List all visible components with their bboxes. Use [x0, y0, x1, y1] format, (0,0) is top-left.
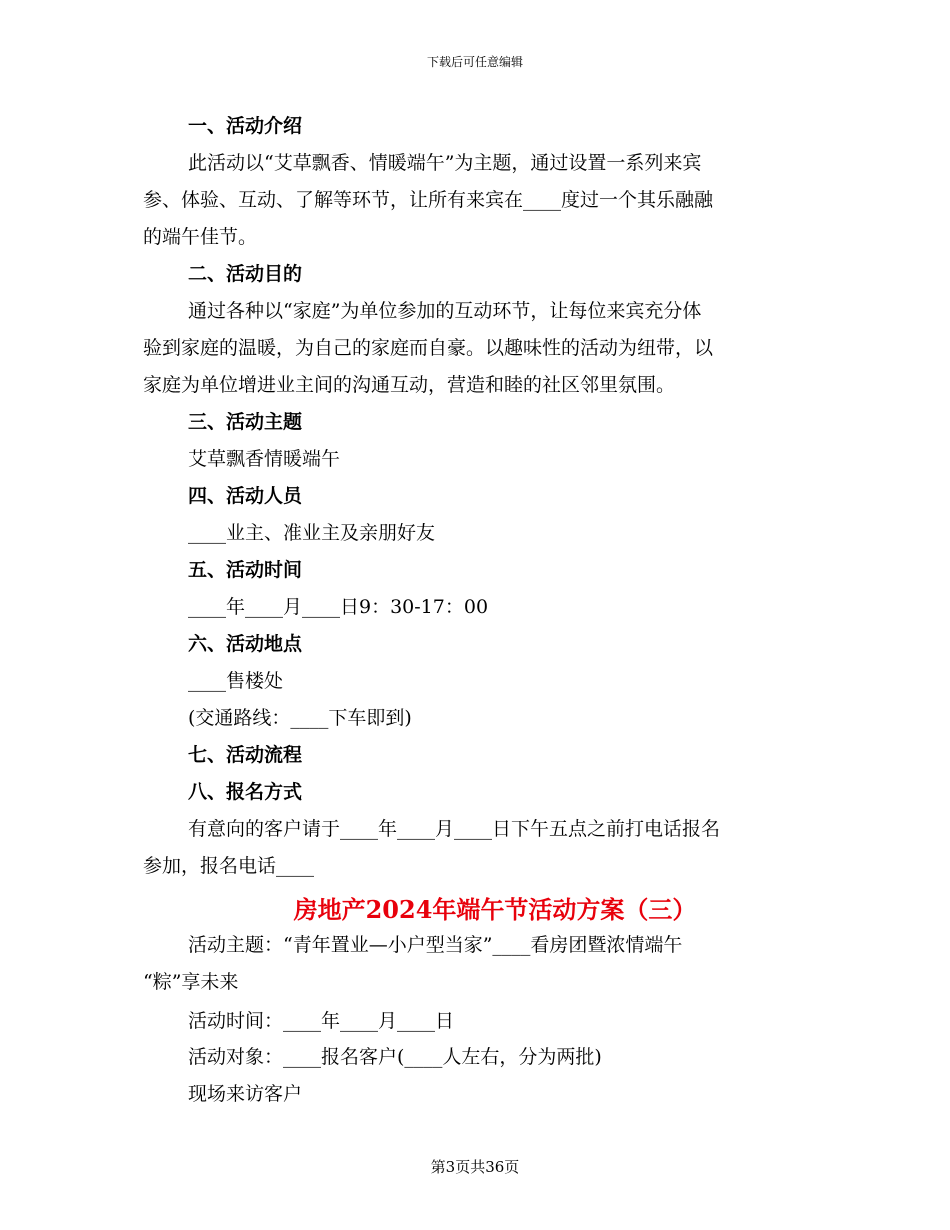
paragraph-line: 家庭为单位增进业主间的沟通互动，营造和睦的社区邻里氛围。	[143, 374, 676, 396]
paragraph-line: 活动对象：____报名客户(____人左右，分为两批)	[188, 1046, 602, 1068]
section-heading-registration: 八、报名方式	[188, 781, 303, 803]
paragraph-line: 现场来访客户	[188, 1083, 303, 1105]
section-heading-intro: 一、活动介绍	[188, 115, 303, 137]
paragraph-line: 参加，报名电话____	[143, 855, 315, 877]
section-heading-theme: 三、活动主题	[188, 411, 303, 433]
page-header: 下载后可任意编辑	[426, 55, 523, 69]
paragraph-line: 活动主题：“青年置业—小户型当家”____看房团暨浓情端午	[188, 934, 683, 956]
section-heading-location: 六、活动地点	[188, 633, 303, 655]
page-footer: 第3页共36页	[430, 1158, 520, 1176]
paragraph-line: ____业主、准业主及亲朋好友	[188, 522, 436, 544]
document-title: 房地产2024年端午节活动方案（三）	[293, 895, 697, 924]
paragraph-line: 通过各种以“家庭”为单位参加的互动环节，让每位来宾充分体	[188, 300, 702, 322]
paragraph-line: 有意向的客户请于____年____月____日下午五点之前打电话报名	[188, 818, 721, 840]
paragraph-line: “粽”享未来	[143, 971, 239, 993]
paragraph-line: 艾草飘香情暖端午	[188, 448, 341, 470]
section-heading-purpose: 二、活动目的	[188, 263, 303, 285]
section-heading-participants: 四、活动人员	[188, 485, 303, 507]
paragraph-line: ____年____月____日9：30-17：00	[188, 596, 489, 618]
paragraph-line: 参、体验、互动、了解等环节，让所有来宾在____度过一个其乐融融	[143, 189, 714, 211]
section-heading-process: 七、活动流程	[188, 744, 303, 766]
paragraph-line: 活动时间：____年____月____日	[188, 1010, 455, 1032]
paragraph-line: 此活动以“艾草飘香、情暖端午”为主题，通过设置一系列来宾	[188, 152, 702, 174]
section-heading-time: 五、活动时间	[188, 559, 303, 581]
paragraph-line: 的端午佳节。	[143, 226, 258, 248]
paragraph-line: (交通路线：____下车即到)	[188, 707, 412, 729]
paragraph-line: ____售楼处	[188, 670, 284, 692]
paragraph-line: 验到家庭的温暖，为自己的家庭而自豪。以趣味性的活动为纽带，以	[143, 337, 714, 359]
